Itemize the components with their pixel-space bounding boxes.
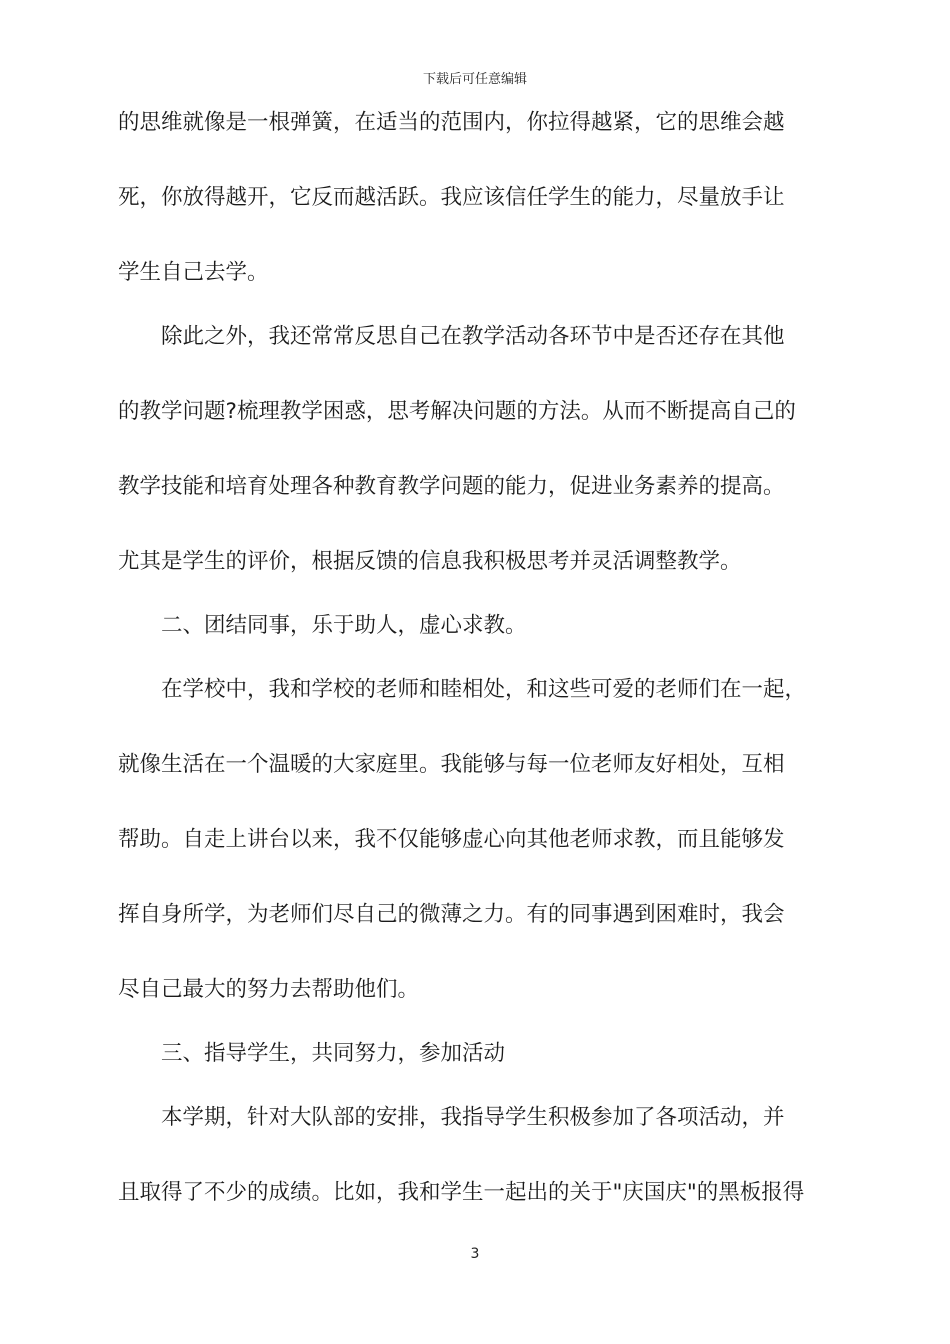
text-line: 挥自身所学，为老师们尽自己的微薄之力。有的同事遇到困难时，我会 xyxy=(118,902,785,927)
text-line: 教学技能和培育处理各种教育教学问题的能力，促进业务素养的提高。 xyxy=(118,474,785,499)
text-line: 的思维就像是一根弹簧，在适当的范围内，你拉得越紧，它的思维会越 xyxy=(118,110,785,135)
text-line: 帮助。自走上讲台以来，我不仅能够虚心向其他老师求教，而且能够发 xyxy=(118,827,785,852)
text-line: 学生自己去学。 xyxy=(118,260,269,285)
header-note: 下载后可任意编辑 xyxy=(422,72,527,87)
text-line: 除此之外，我还常常反思自己在教学活动各环节中是否还存在其他 xyxy=(118,324,785,349)
text-line: 本学期，针对大队部的安排，我指导学生积极参加了各项活动，并 xyxy=(118,1105,785,1130)
text-line: 尤其是学生的评价，根据反馈的信息我积极思考并灵活调整教学。 xyxy=(118,549,742,574)
text-line: 且取得了不少的成绩。比如，我和学生一起出的关于"庆国庆"的黑板报得 xyxy=(118,1180,805,1205)
text-line: 尽自己最大的努力去帮助他们。 xyxy=(118,977,420,1002)
text-line: 死，你放得越开，它反而越活跃。我应该信任学生的能力，尽量放手让 xyxy=(118,185,785,210)
text-line: 就像生活在一个温暖的大家庭里。我能够与每一位老师友好相处，互相 xyxy=(118,752,785,777)
page-number: 3 xyxy=(470,1246,480,1262)
section-heading: 三、指导学生，共同努力，参加活动 xyxy=(118,1041,506,1066)
text-line: 在学校中，我和学校的老师和睦相处，和这些可爱的老师们在一起， xyxy=(118,677,807,702)
section-heading: 二、团结同事，乐于助人，虚心求教。 xyxy=(118,613,527,638)
text-line: 的教学问题?梳理教学困惑，思考解决问题的方法。从而不断提高自己的 xyxy=(118,399,796,424)
